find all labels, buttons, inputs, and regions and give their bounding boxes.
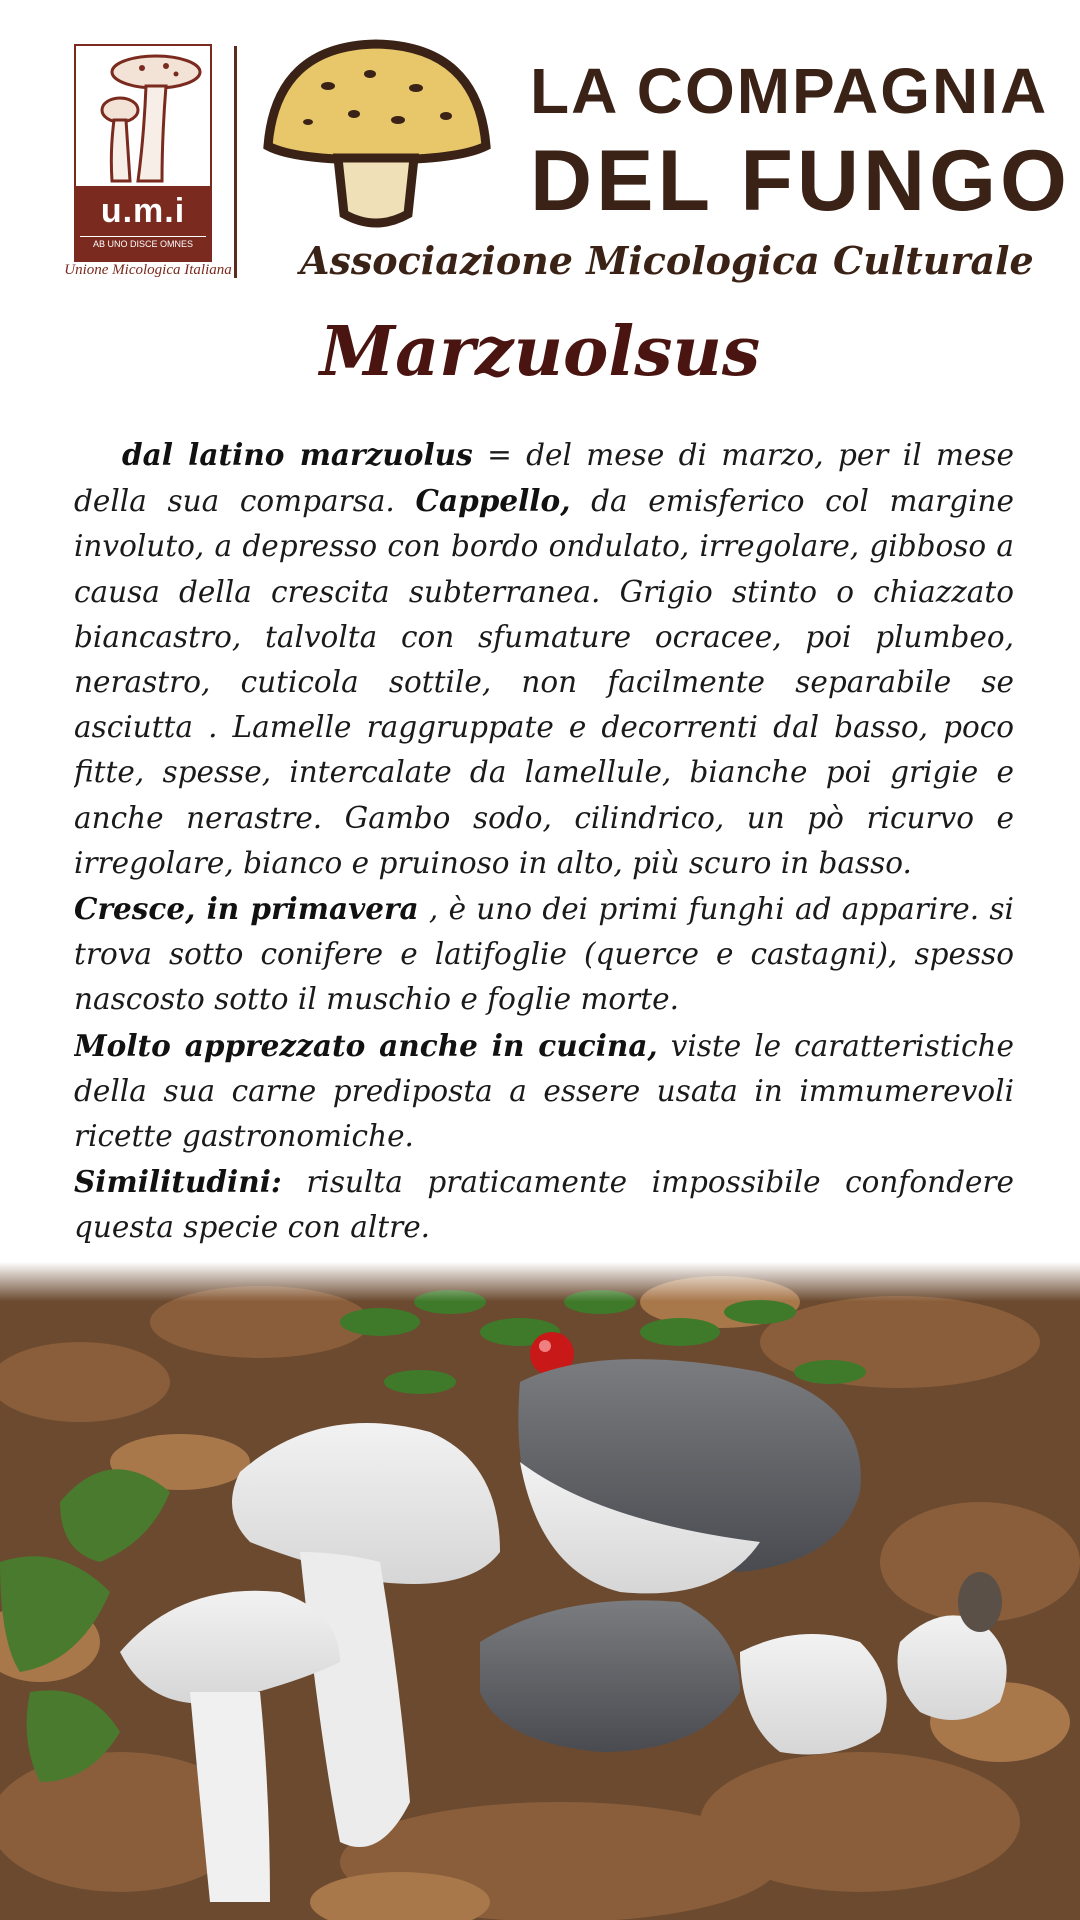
umi-motto: AB UNO DISCE OMNES [80,236,206,249]
culinary-label: Molto apprezzato anche in cucina, [74,1027,658,1063]
page-title: Marzuolsus [319,312,761,392]
umi-label: Unione Micologica Italiana [64,262,232,278]
morphology-text: da emisferico col margine involuto, a depresso con bordo ondulato, irregolare, gibboso a causa della crescita subterranea. Grigio stinto o chiazzato biancastro, talvolta con sfumature ocracee, poi plumbeo, nerastro, cuticola sottile, non facilmente separabile se asciutta . Lamelle raggruppate e decorrenti dal basso, poco fitte, spesse, intercalate da lamellule, bianche poi grigie e anche nerastre. Gambo sodo, cilindrico, un pò ricurvo e irregolare, bianco e pruinoso in alto, più scuro in basso. [74,484,1014,880]
mushroom-logo-icon [258,36,494,236]
mushroom-photo [0,1262,1080,1920]
header [0,0,1080,300]
etymology-label: dal latino marzuolus [122,437,473,472]
etymology-text: = del mese di marzo, per il mese della sua comparsa. [74,438,1014,519]
umi-badge [76,186,210,260]
logo-divider [234,46,237,278]
umi-mushroom-illustration [76,46,210,186]
similarity-text: risulta praticamente impossibile confondere questa specie con altre. [74,1165,1014,1245]
cap-label: Cappello, [415,483,571,519]
umi-logo-text: u.m.i [100,192,186,230]
brand-name-line2: DEL FUNGO [530,133,1071,229]
habitat-text: , è uno dei primi funghi ad apparire. si trova sotto conifere e latifoglie (querce e castagni), spesso nascosto sotto il muschio e foglie morte. [74,892,1014,1017]
species-description [74,432,1014,1252]
umi-logo [74,44,212,262]
similarity-label: Similitudini: [74,1164,282,1200]
culinary-text: viste le caratteristiche della sua carne prediposta a essere usata in immumerevoli ricette gastronomiche. [74,1028,1014,1154]
brand-name-line1: LA COMPAGNIA [530,55,1049,127]
brand-subtitle: Associazione Micologica Culturale [300,238,1034,283]
habitat-label: Cresce, in primavera [74,891,419,927]
